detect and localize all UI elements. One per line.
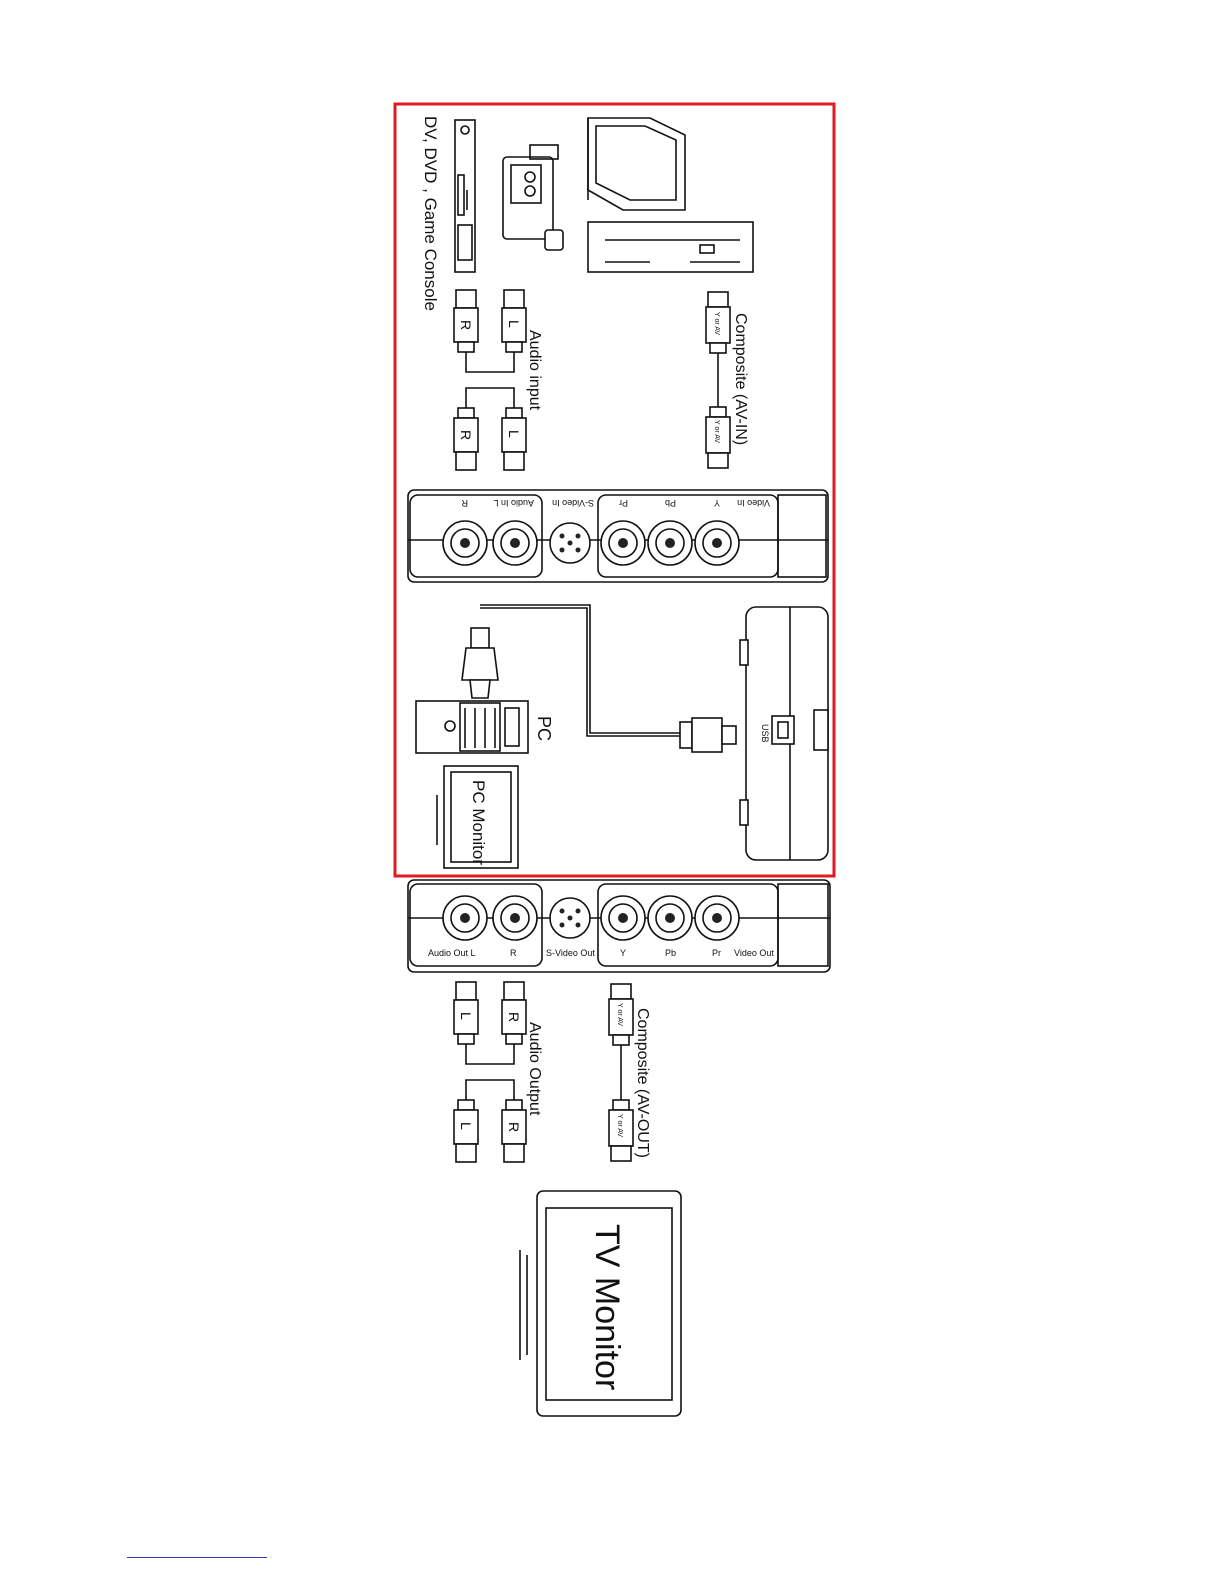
label-video-in: Video In: [737, 498, 770, 508]
jack-pb-in: [648, 521, 692, 565]
tv-monitor-label: TV Monitor: [588, 1224, 626, 1391]
svideo-in-port: [550, 523, 590, 563]
plug-label-y-or-av: Y or AV: [713, 420, 720, 444]
audio-output-label: Audio Output: [526, 1022, 543, 1116]
jack-y-in: [695, 521, 739, 565]
audio-input-label: Audio input: [526, 330, 543, 411]
game-console-icon: [455, 120, 475, 272]
output-panel: [408, 880, 830, 972]
label-video-out: Video Out: [734, 948, 774, 958]
dvd-player-icon: [588, 222, 753, 272]
plug-label-y-or-av: Y or AV: [713, 312, 720, 336]
svideo-out-port: [550, 898, 590, 938]
camcorder-icon: [503, 145, 563, 250]
pc-icon: [416, 701, 554, 753]
composite-in-cable: [706, 292, 749, 468]
plug-letter-l: L: [458, 1012, 474, 1020]
jack-audio-r: [443, 521, 487, 565]
label-pr-out: Pr: [712, 948, 721, 958]
label-r-in: R: [461, 498, 468, 508]
tv-monitor-icon: [520, 1191, 681, 1416]
label-pb-in: Pb: [664, 498, 676, 508]
label-r-out: R: [510, 948, 517, 958]
plug-letter-l: L: [506, 320, 522, 328]
pc-monitor-icon: [437, 766, 518, 868]
jack-audio-l: [493, 521, 537, 565]
plug-label-y-or-av: Y or AV: [616, 1114, 623, 1138]
source-devices: [421, 116, 753, 311]
composite-in-label: Composite (AV-IN): [732, 313, 749, 446]
jack-pr-out: [695, 896, 739, 940]
usb-port-label: USB: [760, 724, 770, 743]
plug-letter-r: R: [506, 1012, 522, 1023]
pc-label: PC: [534, 716, 554, 742]
audio-output-cable: [454, 982, 543, 1162]
footnote-rule: [127, 1557, 267, 1558]
source-devices-label: DV, DVD , Game Console: [421, 116, 440, 311]
plug-letter-l: L: [458, 1122, 474, 1130]
label-pr-in: Pr: [619, 498, 628, 508]
plug-letter-l: L: [506, 430, 522, 438]
pc-monitor-label: PC Monitor: [469, 780, 488, 866]
label-svideo-out: S-Video Out: [546, 948, 595, 958]
label-y-out: Y: [620, 948, 627, 958]
jack-pr-in: [601, 521, 645, 565]
label-svideo-in: S-Video In: [552, 498, 594, 508]
label-audio-out-l: Audio Out L: [428, 948, 476, 958]
input-panel: [408, 490, 828, 582]
label-pb-out: Pb: [665, 948, 677, 958]
capture-device: [740, 607, 828, 860]
composite-out-label: Composite (AV-OUT): [634, 1008, 651, 1158]
label-audio-in-l: Audio In L: [493, 498, 534, 508]
jack-audio-out-r: [493, 896, 537, 940]
jack-audio-out-l: [443, 896, 487, 940]
plug-letter-r: R: [458, 430, 474, 441]
jack-pb-out: [648, 896, 692, 940]
audio-input-cable: [454, 290, 543, 470]
label-y-in: Y: [713, 498, 720, 508]
jack-y-out: [601, 896, 645, 940]
composite-out-cable: [609, 984, 651, 1161]
plug-letter-r: R: [458, 320, 474, 331]
plug-letter-r: R: [506, 1122, 522, 1133]
laptop-icon: [588, 118, 685, 210]
plug-label-y-or-av: Y or AV: [616, 1003, 623, 1027]
